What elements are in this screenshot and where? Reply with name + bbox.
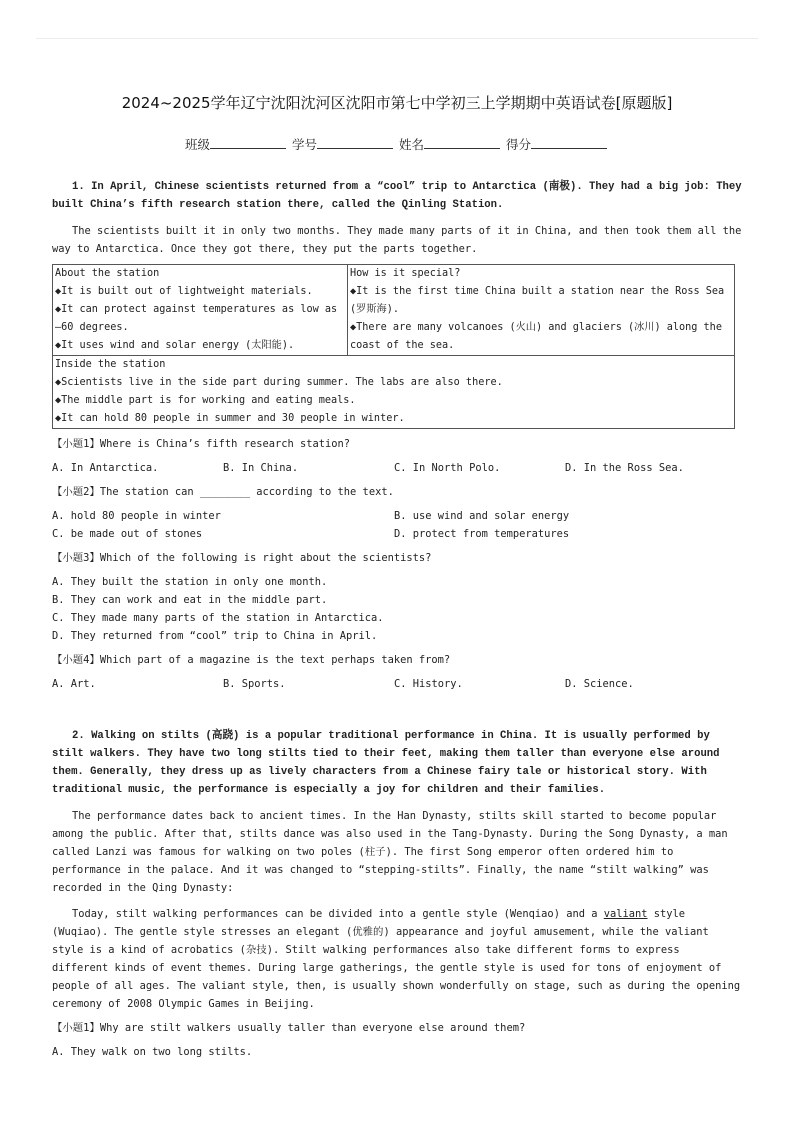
student-info-line: [0, 135, 794, 153]
station-info-table: [52, 264, 735, 429]
number-blank[interactable]: [317, 136, 393, 149]
name-blank[interactable]: [424, 136, 500, 149]
option-d[interactable]: D. They returned from “cool” trip to China in April.: [52, 630, 378, 642]
question-stem: 【小题1】Why are stilt walkers usually taller than everyone else around them?: [52, 1022, 526, 1034]
question-1-1: [52, 435, 742, 477]
para2-text: Today, stilt walking performances can be divided into a gentle style (Wenqiao) and a: [72, 908, 604, 920]
question-stem: 【小题1】Where is China’s fifth research station?: [52, 438, 351, 450]
exam-content: [52, 178, 742, 1061]
option-c[interactable]: C. be made out of stones: [52, 528, 203, 540]
score-blank[interactable]: [531, 136, 607, 149]
question-2-1: [52, 1019, 742, 1061]
question-stem: 【小题4】Which part of a magazine is the text perhaps taken from?: [52, 654, 451, 666]
number-label: 学号: [291, 137, 317, 152]
question-1-2: [52, 483, 742, 543]
inside-item: ◆The middle part is for working and eating meals.: [55, 395, 356, 406]
inside-item: ◆It can hold 80 people in summer and 30 people in winter.: [55, 413, 405, 424]
question-1-4: [52, 651, 742, 693]
about-item: ◆It can protect against temperatures as low as —60 degrees.: [55, 304, 338, 333]
page-title: 2024~2025学年辽宁沈阳沈河区沈阳市第七中学初三上学期期中英语试卷[原题版]: [121, 94, 673, 112]
underlined-word: valiant: [603, 908, 648, 920]
option-d[interactable]: D. In the Ross Sea.: [565, 462, 684, 474]
section2-paragraph-1: The performance dates back to ancient times. In the Han Dynasty, stilts skill started to become popular among the public. After that, stilts dance was also used in the Tang-Dynasty. During the Song Dynasty, a man called Lanzi was famous for walking on two poles (柱子). The first Song emperor often ordered him to performance in the palace. And it was changed to “stepping-stilts”. Finally, the name “stilt walking” was recorded in the Qing Dynasty:: [52, 810, 728, 894]
option-b[interactable]: B. In China.: [223, 462, 299, 474]
special-item: ◆There are many volcanoes (火山) and glaciers (冰川) along the coast of the sea.: [350, 322, 722, 351]
option-d[interactable]: D. Science.: [565, 678, 634, 690]
special-cell: [348, 265, 735, 356]
inside-item: ◆Scientists live in the side part during summer. The labs are also there.: [55, 377, 503, 388]
question-stem: 【小题3】Which of the following is right about the scientists?: [52, 552, 432, 564]
about-item: ◆It uses wind and solar energy (太阳能).: [55, 340, 295, 351]
option-a[interactable]: A. They walk on two long stilts.: [52, 1046, 253, 1058]
option-a[interactable]: A. They built the station in only one month.: [52, 576, 328, 588]
question-stem: 【小题2】The station can ________ according to the text.: [52, 486, 394, 498]
inside-title: Inside the station: [55, 359, 166, 370]
special-title: How is it special?: [350, 268, 461, 279]
about-cell: [53, 265, 348, 356]
option-a[interactable]: A. In Antarctica.: [52, 462, 159, 474]
score-label: 得分: [505, 137, 531, 152]
option-b[interactable]: B. use wind and solar energy: [394, 510, 570, 522]
header-divider: [36, 38, 758, 39]
option-b[interactable]: B. They can work and eat in the middle part.: [52, 594, 328, 606]
name-label: 姓名: [398, 137, 424, 152]
option-c[interactable]: C. They made many parts of the station in Antarctica.: [52, 612, 384, 624]
about-title: About the station: [55, 268, 160, 279]
section1-intro: 1. In April, Chinese scientists returned from a “cool” trip to Antarctica (南极). They had a big job: They built China’s fifth research station there, called the Qinling Station.: [52, 181, 742, 211]
about-item: ◆It is built out of lightweight materials.: [55, 286, 313, 297]
special-item: ◆It is the first time China built a station near the Ross Sea (罗斯海).: [350, 286, 725, 315]
section2-paragraph-2: [52, 905, 742, 1013]
option-c[interactable]: C. In North Polo.: [394, 462, 501, 474]
inside-cell: [53, 356, 735, 429]
option-a[interactable]: A. Art.: [52, 678, 96, 690]
section2-intro: 2. Walking on stilts (高跷) is a popular traditional performance in China. It is usually performed by stilt walkers. They have two long stilts tied to their feet, making them taller than everyone else around them. Generally, they dress up as lively characters from a Chinese fairy tale or historical story. With traditional music, the performance is especially a joy for children and their families.: [52, 730, 720, 796]
question-1-3: [52, 549, 742, 645]
option-b[interactable]: B. Sports.: [223, 678, 286, 690]
option-c[interactable]: C. History.: [394, 678, 463, 690]
option-d[interactable]: D. protect from temperatures: [394, 528, 570, 540]
class-label: 班级: [184, 137, 210, 152]
para2-text: style (Wuqiao). The gentle style stresses an elegant (优雅的) appearance and joyful amusement, while the valiant style is a kind of acrobatics (杂技). Stilt walking performances also take different forms to express different kinds of event themes. During large gatherings, the gentle style is used for tons of enjoyment of people of all ages. The valiant style, then, is usually shown wonderfully on stage, such as during the opening ceremony of 2008 Olympic Games in Beijing.: [52, 908, 741, 1010]
option-a[interactable]: A. hold 80 people in winter: [52, 510, 221, 522]
section1-paragraph: The scientists built it in only two months. They made many parts of it in China, and then took them all the way to Antarctica. Once they got there, they put the parts together.: [52, 225, 742, 255]
class-blank[interactable]: [210, 136, 286, 149]
